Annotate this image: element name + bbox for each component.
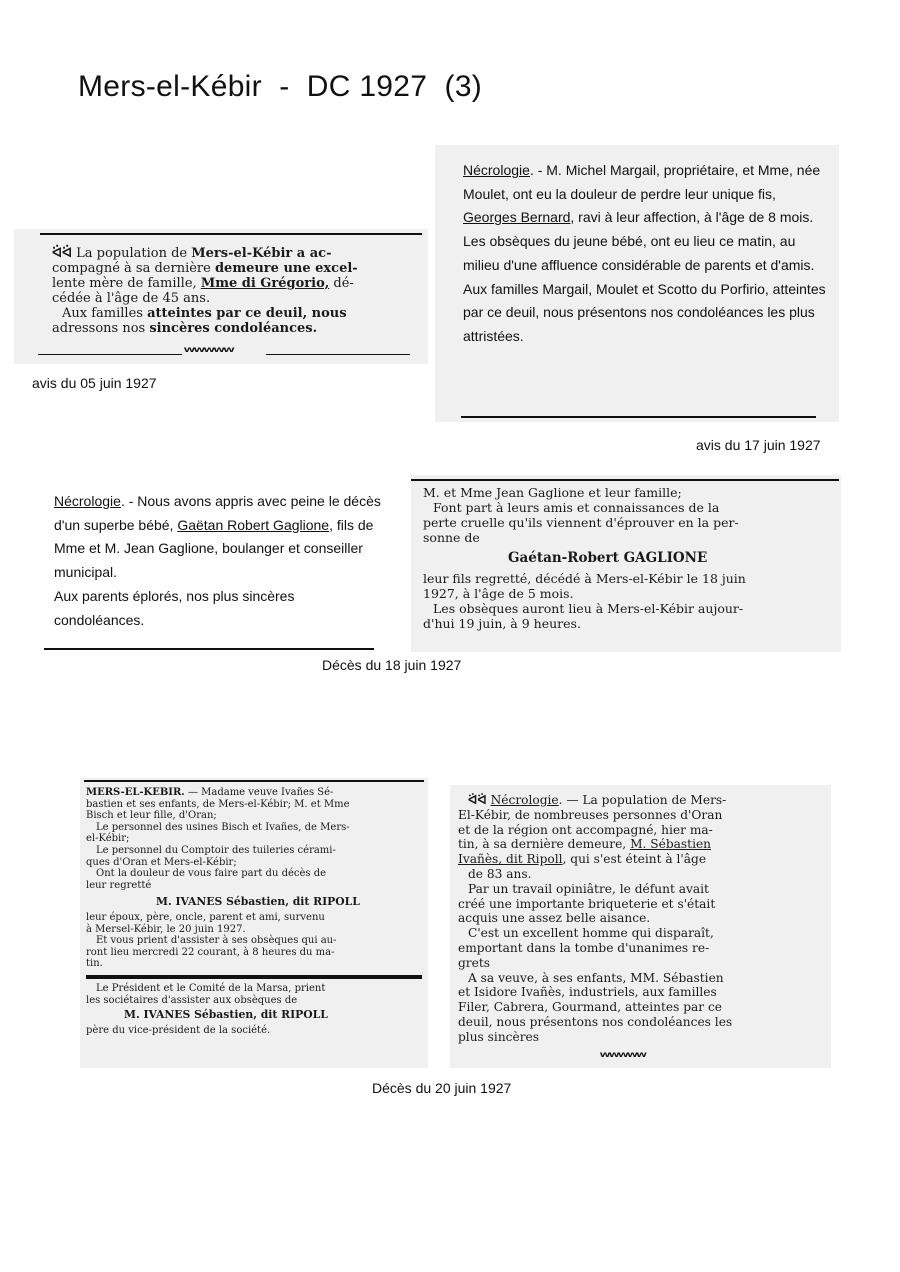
- deceased-name: M. IVANES Sébastien, dit RIPOLL: [124, 1008, 328, 1022]
- text-line: adressons nos: [52, 321, 150, 336]
- text-line: perte cruelle qu'ils viennent d'éprouver en la per-: [423, 515, 739, 530]
- text-line: et Isidore Ivañès, industriels, aux familles: [458, 985, 717, 1000]
- deceased-name: Gaétan-Robert GAGLIONE: [508, 550, 708, 566]
- text-line: La population de: [72, 246, 192, 261]
- deceased-name: M. Sébastien: [630, 837, 712, 852]
- text-line: El-Kébir, de nombreuses personnes d'Oran: [458, 807, 723, 822]
- paragraph-text: Les obsèques du jeune bébé, ont eu lieu ce matin, au milieu d'une affluence considérable de parents et d'amis.: [463, 233, 815, 273]
- text-line: C'est un excellent homme qui disparaît,: [468, 926, 714, 941]
- bottom-ornament: wwwww: [600, 1050, 646, 1059]
- divider: [86, 975, 422, 979]
- clipping-georges-bernard: [435, 145, 839, 422]
- text-line: cédée à l'âge de 45 ans.: [52, 291, 211, 306]
- text-line: Le personnel du Comptoir des tuileries cérami-: [96, 844, 336, 856]
- town-heading: MERS-EL-KEBIR.: [86, 787, 185, 798]
- caption-17-juin: avis du 17 juin 1927: [696, 437, 821, 453]
- clipping-gaetan-robert: [30, 485, 385, 657]
- text-line: tin, à sa dernière demeure,: [458, 837, 631, 852]
- text-line-bold: sincères condoléances.: [149, 321, 318, 336]
- text-line: Filer, Cabrera, Gourmand, atteintes par ce: [458, 1000, 723, 1015]
- clipping-ivanes-necrologie: [450, 785, 831, 1068]
- bottom-rule-right: [266, 354, 410, 355]
- necrologie-label: Nécrologie: [54, 493, 121, 509]
- text-line: Les obsèques auront lieu à Mers-el-Kébir aujour-: [433, 601, 744, 616]
- text-line: 1927, à l'âge de 5 mois.: [423, 586, 574, 601]
- text-line: A sa veuve, à ses enfants, MM. Sébastien: [468, 970, 724, 985]
- text-line: Le Président et le Comité de la Marsa, prient: [96, 982, 326, 994]
- text-line: dé-: [329, 276, 354, 291]
- text-line: tin.: [86, 958, 103, 970]
- text-line: ront lieu mercredi 22 courant, à 8 heures du ma-: [86, 946, 335, 958]
- text-line: Aux familles: [62, 306, 148, 321]
- bottom-rule: [461, 416, 816, 418]
- text-line-bold: Mers-el-Kébir a ac-: [191, 246, 332, 261]
- paragraph-text: Aux familles Margail, Moulet et Scotto du Porfirio, atteintes par ce deuil, nous présentons nos condoléances les plus attristées.: [463, 280, 826, 344]
- caption-05-juin: avis du 05 juin 1927: [32, 375, 157, 391]
- paragraph-text: , ravi à leur affection, à l'âge de 8 mois.: [570, 209, 814, 226]
- deceased-name: M. IVANES Sébastien, dit RIPOLL: [156, 895, 360, 909]
- text-line: emportant dans la tombe d'unanimes re-: [458, 940, 710, 955]
- deceased-name: Gaëtan Robert Gaglione: [177, 516, 330, 533]
- deceased-name: Ivañès, dit Ripoll: [458, 852, 563, 867]
- text-line: M. et Mme Jean Gaglione et leur famille;: [423, 485, 682, 500]
- caption-18-juin: Décès du 18 juin 1927: [322, 657, 462, 673]
- top-rule: [411, 479, 839, 481]
- text-line: de 83 ans.: [468, 866, 532, 881]
- text-line: Par un travail opiniâtre, le défunt avait: [468, 881, 709, 896]
- text-line: Le personnel des usines Bisch et Ivañes, de Mers-: [96, 821, 350, 833]
- text-line-bold: demeure une excel-: [214, 261, 358, 276]
- bottom-rule-left: [38, 354, 182, 355]
- text-line: ques d'Oran et Mers-el-Kébir;: [86, 856, 237, 868]
- text-line: deuil, nous présentons nos condoléances les: [458, 1014, 733, 1029]
- clipping-mme-di-gregorio: [14, 229, 428, 364]
- text-line: à Mersel-Kébir, le 20 juin 1927.: [86, 923, 246, 935]
- text-line: d'hui 19 juin, à 9 heures.: [423, 616, 581, 631]
- text-line: Font part à leurs amis et connaissances de la: [433, 500, 720, 515]
- text-line: , qui s'est éteint à l'âge: [562, 852, 707, 867]
- caption-20-juin: Décès du 20 juin 1927: [372, 1080, 512, 1096]
- paragraph-text: . - M. Michel Margail, propriétaire, et Mme, née Moulet, ont eu la douleur de perdre leur unique fis,: [463, 162, 821, 202]
- text-line: Bisch et leur fille, d'Oran;: [86, 810, 217, 822]
- text-line: et de la région ont accompagné, hier ma-: [458, 822, 713, 837]
- text-line: lente mère de famille,: [52, 276, 201, 291]
- text-line: leur regretté: [86, 879, 152, 891]
- necrologie-label: Nécrologie: [463, 162, 530, 178]
- deceased-name: Mme di Grégorio,: [200, 276, 330, 291]
- clipping-gaglione-faire-part: [411, 475, 841, 652]
- text-line: leur fils regretté, décédé à Mers-el-Kébir le 18 juin: [423, 571, 746, 586]
- paragraph-text: , fils de Mme et M. Jean Gaglione, boulanger et conseiller municipal.: [54, 516, 374, 581]
- ornament: ᐛᐛ: [468, 793, 487, 807]
- text-line: — Madame veuve Ivañes Sé-: [184, 787, 334, 798]
- paragraph-text: . - Nous avons appris avec peine le décès d'un superbe bébé,: [54, 493, 381, 533]
- paragraph-text: Aux parents éplorés, nos plus sincères condoléances.: [54, 587, 295, 628]
- text-line: créé une importante briqueterie et s'était: [458, 896, 716, 911]
- text-line: el-Kébir;: [86, 833, 130, 845]
- text-line: Et vous prient d'assister à ses obsèques qui au-: [96, 935, 337, 947]
- text-line: acquis une assez belle aisance.: [458, 911, 651, 926]
- text-line-bold: atteintes par ce deuil, nous: [147, 306, 347, 321]
- text-line: . — La population de Mers-: [558, 793, 727, 807]
- text-line: grets: [458, 955, 490, 970]
- bottom-rule: [44, 648, 374, 650]
- necrologie-label: Nécrologie: [490, 793, 559, 807]
- text-line: les sociétaires d'assister aux obsèques de: [86, 994, 298, 1006]
- deceased-name: Georges Bernard: [463, 209, 571, 226]
- top-rule: [40, 233, 422, 235]
- text-line: leur époux, père, oncle, parent et ami, survenu: [86, 911, 325, 923]
- text-line: sonne de: [423, 530, 480, 545]
- text-line: plus sincères: [458, 1029, 540, 1044]
- top-rule: [84, 780, 424, 782]
- clipping-ivanes-faire-part: [80, 778, 428, 1068]
- bottom-ornament: wwwww: [184, 344, 234, 354]
- ornament: ᐛᐛ: [52, 246, 72, 261]
- text-line: Ont la douleur de vous faire part du décès de: [96, 868, 327, 880]
- text-line: bastien et ses enfants, de Mers-el-Kébir; M. et Mme: [86, 798, 350, 810]
- page-title: Mers-el-Kébir - DC 1927 (3): [78, 70, 483, 103]
- text-line: père du vice-président de la société.: [86, 1024, 271, 1036]
- text-line: compagné à sa dernière: [52, 261, 215, 276]
